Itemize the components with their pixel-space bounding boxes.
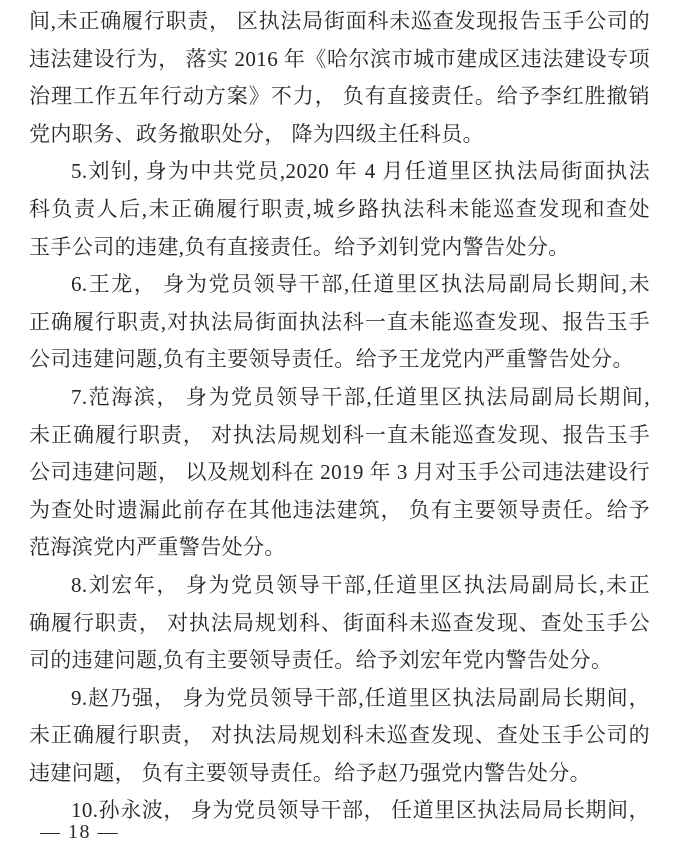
text-line: 未正确履行职责， 对执法局规划科一直未能巡查发现、报告玉手 [29,422,650,447]
text-line: 范海滨党内严重警告处分。 [29,535,286,560]
page-number: — 18 — [40,821,119,843]
text-line: 司的违建问题,负有主要领导责任。给予刘宏年党内警告处分。 [29,648,613,673]
text-line: 为查处时遗漏此前存在其他违法建筑， 负有主要领导责任。给予 [29,497,650,522]
text-line: 违建问题， 负有主要领导责任。给予赵乃强党内警告处分。 [29,760,592,785]
text-line: 党内职务、政务撤职处分， 降为四级主任科员。 [29,121,485,146]
text-line: 10.孙永波， 身为党员领导干部， 任道里区执法局局长期间， [71,798,650,823]
text-line: 6.王龙， 身为党员领导干部,任道里区执法局副局长期间,未 [71,272,650,297]
text-line: 9.赵乃强， 身为党员领导干部,任道里区执法局副局长期间， [71,685,650,710]
text-column [29,3,650,830]
text-line: 违法建设行为， 落实 2016 年《哈尔滨市城市建成区违法建设专项 [29,46,650,71]
text-line: 治理工作五年行动方案》不力， 负有直接责任。给予李红胜撤销 [29,84,650,109]
text-line: 5.刘钊, 身为中共党员,2020 年 4 月任道里区执法局街面执法 [71,159,650,184]
text-line: 玉手公司的违建,负有直接责任。给予刘钊党内警告处分。 [29,234,570,259]
text-line: 间,未正确履行职责， 区执法局街面科未巡查发现报告玉手公司的 [29,9,650,33]
text-line: 未正确履行职责， 对执法局规划科未巡查发现、查处玉手公司的 [29,723,650,748]
text-line: 确履行职责， 对执法局规划科、街面科未巡查发现、查处玉手公 [29,610,650,635]
text-line: 7.范海滨， 身为党员领导干部,任道里区执法局副局长期间, [71,384,650,409]
text-line: 正确履行职责,对执法局街面执法科一直未能巡查发现、报告玉手 [29,309,650,334]
text-line: 8.刘宏年， 身为党员领导干部,任道里区执法局副局长,未正 [71,572,650,597]
text-line: 科负责人后,未正确履行职责,城乡路执法科未能巡查发现和查处 [29,196,650,221]
text-line: 公司违建问题,负有主要领导责任。给予王龙党内严重警告处分。 [29,347,634,372]
text-line: 公司违建问题， 以及规划科在 2019 年 3 月对玉手公司违法建设行 [29,460,650,485]
